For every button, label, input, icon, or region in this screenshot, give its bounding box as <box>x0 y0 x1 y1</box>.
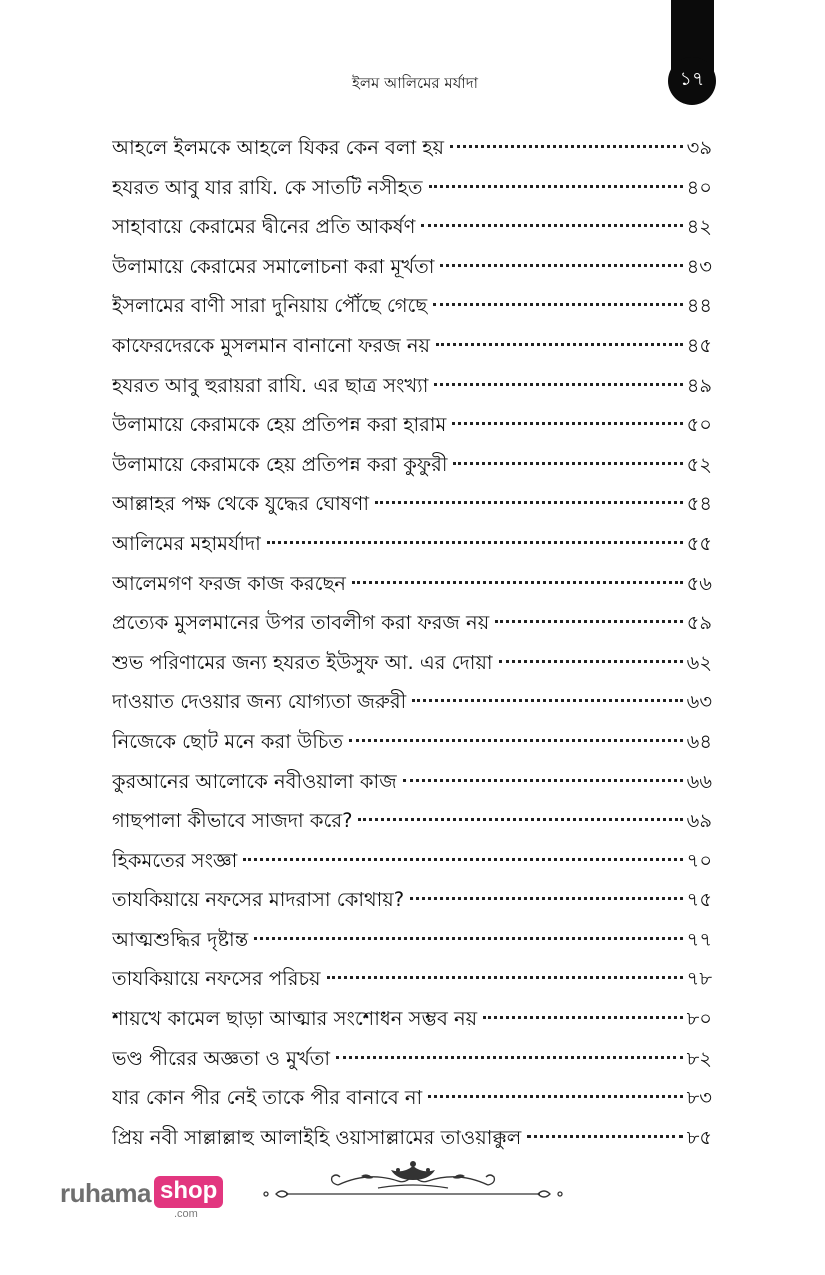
toc-entry <box>112 247 712 287</box>
entry-page-number: ৪০ <box>686 175 712 199</box>
publisher-logo <box>60 1172 230 1222</box>
entry-page-number: ৪৯ <box>686 373 712 397</box>
entry-title: কাফেরদেরকে মুসলমান বানানো ফরজ নয় <box>112 333 431 357</box>
dot-leader <box>452 422 682 425</box>
entry-title: উলামায়ে কেরামকে হেয় প্রতিপন্ন করা হারাম <box>112 413 447 437</box>
entry-title: গাছপালা কীভাবে সাজদা করে? <box>112 809 353 833</box>
entry-page-number: ৬৬ <box>686 769 712 793</box>
logo-badge: shop <box>154 1176 223 1208</box>
dot-leader <box>421 224 682 227</box>
floral-divider-icon <box>258 1158 568 1198</box>
entry-title: শুভ পরিণামের জন্য হযরত ইউসুফ আ. এর দোয়া <box>112 650 493 674</box>
page-number: ১৭ <box>668 57 716 105</box>
toc-entry <box>112 643 712 683</box>
toc-entry <box>112 207 712 247</box>
dot-leader <box>358 818 682 821</box>
dot-leader <box>336 1056 683 1059</box>
dot-leader <box>429 185 683 188</box>
entry-title: হযরত আবু হুরায়রা রাযি. এর ছাত্র সংখ্যা <box>112 373 429 397</box>
entry-page-number: ৪২ <box>686 215 712 239</box>
entry-title: উলামায়ে কেরামের সমালোচনা করা মূর্খতা <box>112 254 435 278</box>
entry-title: উলামায়ে কেরামকে হেয় প্রতিপন্ন করা কুফুরী <box>112 452 448 476</box>
entry-title: আলেমগণ ফরজ কাজ করছেন <box>112 571 346 595</box>
entry-page-number: ৮২ <box>686 1046 712 1070</box>
toc-entry <box>112 1078 712 1118</box>
entry-title: যার কোন পীর নেই তাকে পীর বানাবে না <box>112 1086 423 1110</box>
toc-entry <box>112 682 712 722</box>
entry-title: তাযকিয়ায়ে নফসের মাদরাসা কোথায়? <box>112 888 405 912</box>
entry-page-number: ৫৬ <box>686 571 712 595</box>
dot-leader <box>410 897 683 900</box>
entry-page-number: ৬৯ <box>686 809 712 833</box>
dot-leader <box>327 976 683 979</box>
entry-title: হিকমতের সংজ্ঞা <box>112 848 238 872</box>
toc-entry <box>112 326 712 366</box>
entry-page-number: ৭০ <box>686 848 712 872</box>
dot-leader <box>375 501 683 504</box>
entry-title: প্রত্যেক মুসলমানের উপর তাবলীগ করা ফরজ নয় <box>112 611 490 635</box>
toc-entry <box>112 445 712 485</box>
toc-entry <box>112 1039 712 1079</box>
toc-entry <box>112 603 712 643</box>
entry-page-number: ৩৯ <box>686 136 712 159</box>
entry-page-number: ৭৫ <box>686 888 712 912</box>
dot-leader <box>527 1135 682 1138</box>
toc-entry <box>112 801 712 841</box>
table-of-contents <box>112 128 712 1157</box>
logo-domain: .com <box>174 1208 198 1220</box>
entry-page-number: ৪৩ <box>686 254 712 278</box>
entry-page-number: ৫০ <box>686 413 712 437</box>
entry-page-number: ৫৪ <box>686 492 712 516</box>
dot-leader <box>440 264 682 267</box>
entry-page-number: ৫২ <box>686 452 712 476</box>
entry-title: আহলে ইলমকে আহলে যিকর কেন বলা হয় <box>112 136 445 159</box>
entry-title: আল্লাহর পক্ষ থেকে যুদ্ধের ঘোষণা <box>112 492 369 516</box>
dot-leader <box>403 779 683 782</box>
entry-page-number: ৫৫ <box>686 531 712 555</box>
entry-title: শায়খে কামেল ছাড়া আত্মার সংশোধন সম্ভব নয় <box>112 1007 478 1031</box>
entry-page-number: ৭৭ <box>686 927 712 951</box>
entry-page-number: ৫৯ <box>686 611 712 635</box>
dot-leader <box>428 1095 682 1098</box>
toc-entry <box>112 168 712 208</box>
entry-title: নিজেকে ছোট মনে করা উচিত <box>112 729 344 753</box>
toc-entry <box>112 1118 712 1158</box>
entry-page-number: ৮৩ <box>686 1086 712 1110</box>
entry-title: দাওয়াত দেওয়ার জন্য যোগ্যতা জরুরী <box>112 690 407 714</box>
toc-entry <box>112 286 712 326</box>
dot-leader <box>254 937 682 940</box>
entry-page-number: ৬৪ <box>686 729 712 753</box>
toc-entry <box>112 841 712 881</box>
dot-leader <box>243 858 682 861</box>
dot-leader <box>453 462 682 465</box>
dot-leader <box>267 541 683 544</box>
entry-title: ইসলামের বাণী সারা দুনিয়ায় পৌঁছে গেছে <box>112 294 428 318</box>
dot-leader <box>499 660 683 663</box>
dot-leader <box>433 303 682 306</box>
dot-leader <box>450 145 683 148</box>
dot-leader <box>349 739 683 742</box>
entry-title: তাযকিয়ায়ে নফসের পরিচয় <box>112 967 321 991</box>
entry-page-number: ৪৪ <box>686 294 712 318</box>
entry-title: প্রিয় নবী সাল্লাল্লাহু আলাইহি ওয়াসাল্লামের তাওয়াক্কুল <box>112 1125 522 1149</box>
toc-entry <box>112 484 712 524</box>
dot-leader <box>412 699 682 702</box>
toc-entry <box>112 366 712 406</box>
entry-page-number: ৬৩ <box>686 690 712 714</box>
dot-leader <box>434 383 682 386</box>
entry-page-number: ৪৫ <box>686 333 712 357</box>
dot-leader <box>436 343 683 346</box>
toc-entry <box>112 405 712 445</box>
toc-entry <box>112 920 712 960</box>
entry-page-number: ৮০ <box>686 1007 712 1031</box>
toc-entry <box>112 722 712 762</box>
dot-leader <box>483 1016 683 1019</box>
toc-entry <box>112 564 712 604</box>
entry-page-number: ৮৫ <box>686 1125 712 1149</box>
dot-leader <box>352 581 683 584</box>
entry-title: সাহাবায়ে কেরামের দ্বীনের প্রতি আকর্ষণ <box>112 215 416 239</box>
toc-entry <box>112 999 712 1039</box>
logo-brand: ruhama <box>60 1178 151 1208</box>
entry-title: আলিমের মহামর্যাদা <box>112 531 261 555</box>
running-title: ইলম আলিমের মর্যাদা <box>352 74 478 92</box>
dot-leader <box>495 620 683 623</box>
entry-page-number: ৬২ <box>686 650 712 674</box>
entry-title: আত্মশুদ্ধির দৃষ্টান্ত <box>112 927 249 951</box>
entry-title: ভণ্ড পীরের অজ্ঞতা ও মুর্খতা <box>112 1046 331 1070</box>
entry-title: কুরআনের আলোকে নবীওয়ালা কাজ <box>112 769 397 793</box>
entry-page-number: ৭৮ <box>686 967 712 991</box>
toc-entry <box>112 880 712 920</box>
entry-title: হযরত আবু যার রাযি. কে সাতটি নসীহত <box>112 175 423 199</box>
toc-entry <box>112 524 712 564</box>
toc-entry <box>112 762 712 802</box>
toc-entry <box>112 128 712 168</box>
toc-entry <box>112 959 712 999</box>
